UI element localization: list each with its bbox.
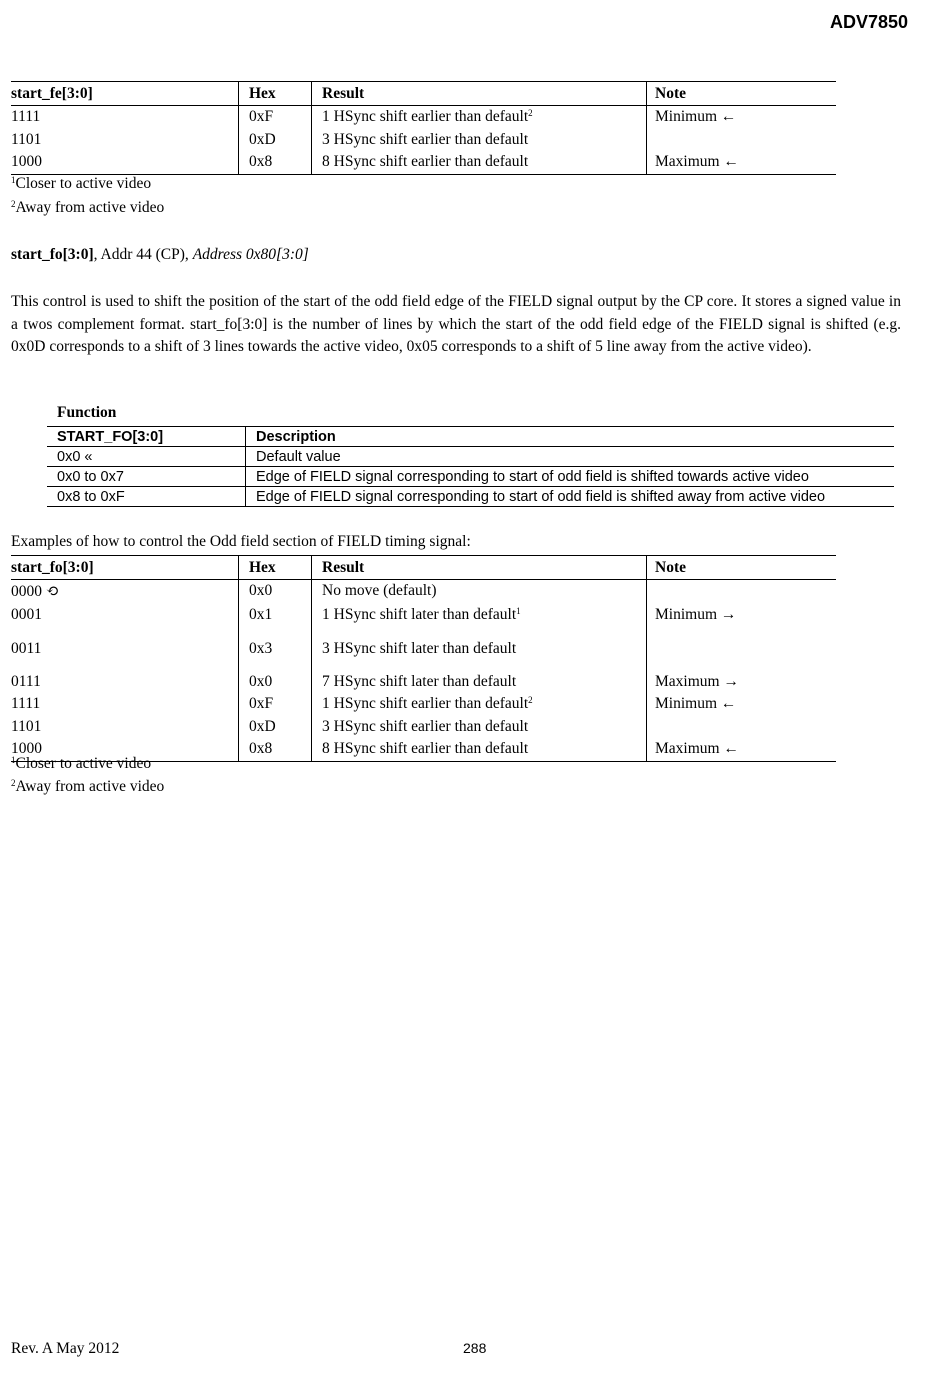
note-cell — [647, 580, 837, 603]
table-row — [11, 151, 836, 174]
bits-cell: 1111 — [11, 108, 41, 126]
footnote-ref: 1 — [516, 605, 521, 616]
table-row — [47, 467, 894, 487]
result-text: 8 HSync shift earlier than default — [322, 153, 529, 171]
result-text: 7 HSync shift later than default — [322, 672, 517, 690]
revision-label: Rev. A May 2012 — [11, 1340, 120, 1357]
description-cell: Edge of FIELD signal corresponding to start of odd field is shifted towards active video — [246, 467, 895, 487]
result-text: 3 HSync shift earlier than default — [322, 130, 529, 148]
result-text: No move (default) — [322, 582, 437, 600]
result-cell — [312, 129, 647, 152]
result-cell — [312, 603, 647, 637]
result-cell — [312, 151, 647, 174]
footnote-text: Away from active video — [15, 199, 165, 216]
bits-cell: 1000 — [11, 153, 42, 171]
footnote-number: 1 — [11, 175, 16, 185]
result-cell — [312, 671, 647, 694]
result-text: 1 HSync shift earlier than default — [322, 108, 529, 126]
column-header: Description — [246, 427, 895, 447]
note-cell: Minimum → — [647, 603, 837, 637]
bits-cell: 1101 — [11, 130, 42, 148]
hex-cell: 0xD — [239, 716, 312, 739]
register-address: Address 0x80[3:0] — [192, 246, 309, 263]
hex-cell: 0x8 — [239, 738, 312, 761]
hex-cell: 0x3 — [239, 637, 312, 671]
footnote — [11, 778, 164, 796]
column-header: Note — [647, 556, 837, 580]
bits-cell: 0000 ⟲ — [11, 582, 59, 600]
result-text: 1 HSync shift later than default — [322, 605, 517, 623]
function-label: Function — [57, 404, 117, 421]
table-row — [11, 671, 836, 694]
bits-cell: 1000 — [11, 740, 42, 758]
bits-cell: 1111 — [11, 695, 41, 713]
result-cell — [312, 637, 647, 671]
description-cell: Edge of FIELD signal corresponding to start of odd field is shifted away from active video — [246, 487, 895, 507]
note-cell: Maximum → — [647, 671, 837, 694]
register-description: This control is used to shift the position of the start of the odd field edge of the FIELD signal output by the CP core. It stores a signed value in a twos complement format. start_fo[3:0] is the number of lines by which the start of the odd field edge of the FIELD signal is shifted (e.g. 0x0D corresponds to a shift of 3 lines towards the active video, 0x05 corresponds to a shift of 5 line away from the active video). — [11, 293, 901, 356]
footnote-text: Closer to active video — [15, 175, 152, 192]
hex-cell: 0xF — [239, 106, 312, 129]
table-row — [11, 603, 836, 637]
value-cell: 0x0 « — [47, 447, 246, 467]
column-header: Hex — [239, 82, 312, 106]
table-row — [47, 447, 894, 467]
register-addr: , Addr 44 (CP), — [93, 246, 193, 263]
result-cell — [312, 738, 647, 761]
footnote-number: 2 — [11, 199, 16, 209]
function-table — [47, 426, 894, 507]
result-text: 8 HSync shift earlier than default — [322, 740, 529, 758]
bits-cell: 0011 — [11, 639, 42, 657]
table-header-row — [11, 556, 836, 580]
hex-cell: 0xD — [239, 129, 312, 152]
table-row — [11, 693, 836, 716]
result-cell — [312, 580, 647, 603]
result-text: 1 HSync shift earlier than default — [322, 695, 529, 713]
footnote-number: 1 — [11, 755, 16, 765]
table-row — [11, 716, 836, 739]
table-header-row — [11, 82, 836, 106]
hex-cell: 0x0 — [239, 671, 312, 694]
footnote-text: Closer to active video — [15, 755, 152, 772]
column-header: START_FO[3:0] — [47, 427, 246, 447]
description-cell: Default value — [246, 447, 895, 467]
examples-table — [11, 555, 836, 762]
hex-cell: 0x0 — [239, 580, 312, 603]
footnote — [11, 199, 164, 217]
examples-intro: Examples of how to control the Odd field section of FIELD timing signal: — [11, 533, 471, 550]
bits-cell: 0111 — [11, 672, 41, 690]
value-cell: 0x8 to 0xF — [47, 487, 246, 507]
result-text: 3 HSync shift later than default — [322, 639, 517, 657]
start-fe-table — [11, 81, 836, 175]
hex-cell: 0x8 — [239, 151, 312, 174]
table-row — [47, 487, 894, 507]
footnote — [11, 175, 151, 193]
note-cell — [647, 637, 837, 671]
note-cell: Maximum ← — [647, 738, 837, 761]
note-cell: Minimum ← — [647, 693, 837, 716]
value-cell: 0x0 to 0x7 — [47, 467, 246, 487]
register-heading — [11, 246, 309, 264]
column-header: start_fe[3:0] — [11, 85, 93, 102]
column-header: start_fo[3:0] — [11, 559, 94, 576]
table-row — [11, 106, 836, 129]
table-row — [11, 580, 836, 603]
bits-cell: 1101 — [11, 717, 42, 735]
column-header: Result — [312, 82, 647, 106]
document-title: ADV7850 — [829, 12, 908, 32]
note-cell — [647, 129, 837, 152]
result-cell — [312, 106, 647, 129]
column-header: Note — [647, 82, 837, 106]
note-cell: Minimum ← — [647, 106, 837, 129]
footnote-ref: 2 — [528, 108, 533, 119]
bits-cell: 0001 — [11, 605, 42, 623]
result-cell — [312, 716, 647, 739]
note-cell — [647, 716, 837, 739]
result-text: 3 HSync shift earlier than default — [322, 717, 529, 735]
note-cell: Maximum ← — [647, 151, 837, 174]
hex-cell: 0x1 — [239, 603, 312, 637]
table-row — [11, 129, 836, 152]
footnote-ref: 2 — [528, 695, 533, 706]
table-row — [11, 637, 836, 671]
page-number: 288 — [463, 1340, 487, 1356]
column-header: Hex — [239, 556, 312, 580]
column-header: Result — [312, 556, 647, 580]
footnote-text: Away from active video — [15, 778, 165, 795]
footnote-number: 2 — [11, 778, 16, 788]
footnote — [11, 755, 151, 773]
register-name: start_fo[3:0] — [11, 246, 94, 263]
hex-cell: 0xF — [239, 693, 312, 716]
table-header-row — [47, 427, 894, 447]
result-cell — [312, 693, 647, 716]
